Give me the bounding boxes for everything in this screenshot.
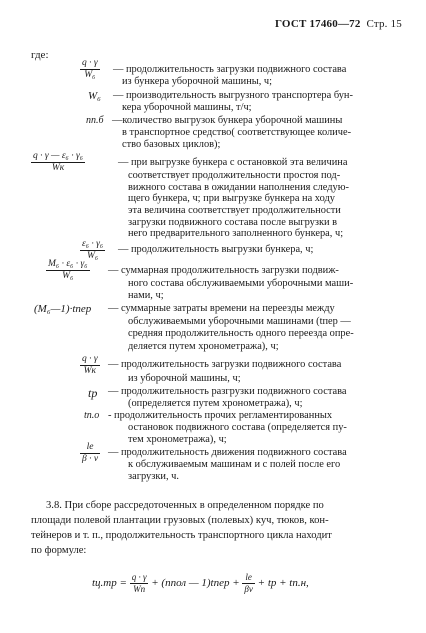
- symbol: W₆: [88, 90, 101, 103]
- symbol: nп.б: [86, 115, 104, 127]
- entry-line: (определяется путем хронометража), ч;: [128, 398, 303, 410]
- formula-lhs: tц.тр =: [92, 577, 127, 590]
- symbol-fraction: $\frac{\text{ε₆ · γ₆}}{\text{W₆}}$: [82, 238, 104, 261]
- entry-line: нами, ч;: [128, 290, 164, 302]
- entry-line: соответствует продолжительности простоя под-: [128, 169, 341, 181]
- fraction-numerator: lе: [242, 572, 254, 584]
- entry-line: ство базовых циклов);: [122, 138, 221, 150]
- entry-line: — при выгрузке бункера с остановкой эта величина: [118, 156, 348, 168]
- entry-line: — продолжительность выгрузки бункера, ч;: [118, 244, 314, 255]
- entry-line: него предварительного заполненного бункера, ч;: [128, 228, 344, 240]
- entry-line: остановок подвижного состава (определяется пу-: [128, 421, 347, 433]
- entry-line: — продолжительность загрузки подвижного состава: [108, 359, 342, 371]
- formula-middle: + (nпол — 1)tпер +: [151, 577, 240, 590]
- symbol-fraction: q · γ Wк: [82, 353, 98, 376]
- entry-line: загрузки подвижного состава после выгрузки в: [128, 216, 338, 228]
- entry-line: к обслуживаемым машинам и с полей после его: [128, 459, 341, 471]
- symbol: tп.о: [84, 410, 100, 422]
- paragraph-line: 3.8. При сборе рассредоточенных в определенном порядке по: [46, 500, 324, 511]
- formula-tail: + tр + tп.н,: [257, 577, 309, 590]
- entry-line: из бункера уборочной машины, ч;: [122, 76, 273, 88]
- entry-line: — продолжительность загрузки подвижного состава: [113, 63, 347, 75]
- symbol-fraction: q · γ — ε₆ · γ₆ Wк: [33, 151, 84, 174]
- entry-line: - продолжительность прочих регламентированных: [108, 410, 333, 422]
- entry-line: средняя продолжительность одного переезда опре-: [128, 328, 354, 340]
- gost-code: ГОСТ 17460—72: [275, 18, 361, 30]
- entry-line: кера уборочной машины, т/ч;: [122, 102, 252, 114]
- entry-line: из уборочной машины, ч;: [128, 372, 241, 384]
- fraction-denominator: Wп: [133, 584, 146, 594]
- symbol: (M₆—1)·tпер: [34, 303, 92, 316]
- entry-line: деляется путем хронометража), ч;: [128, 340, 279, 352]
- entry-line: щего бункера, ч; при выгрузке бункера на ходу: [128, 193, 335, 205]
- entry-line: — суммарная продолжительность загрузки подвиж-: [108, 265, 339, 277]
- entry-line: — продолжительность разгрузки подвижного состава: [108, 385, 347, 397]
- entry-line: —количество выгрузок бункера уборочной машины: [112, 115, 343, 127]
- entry-line: ного состава обслуживаемыми уборочными маши-: [128, 278, 354, 290]
- paragraph-line: по формуле:: [31, 545, 87, 556]
- entry-line: обслуживаемыми уборочными машинами (tпер —: [128, 315, 351, 327]
- entry-line: — суммарные затраты времени на переезды между: [108, 303, 335, 315]
- symbol-fraction: lе β · v: [82, 442, 99, 465]
- entry-line: тем хронометража), ч;: [128, 433, 227, 445]
- entry-line: в транспортное средство( соответствующее количе-: [122, 127, 352, 138]
- paragraph-line: тейнеров и т. п., продолжительность транспортного цикла находит: [31, 530, 332, 541]
- fraction-denominator: βv: [244, 584, 253, 594]
- entry-line: вижного состава в ожидании наполнения следую-: [128, 181, 349, 193]
- symbol-fraction: $\frac{\text{M₆ · ε₆ · γ₆}}{\text{W₆}}$: [48, 258, 88, 281]
- symbol: tр: [88, 385, 98, 400]
- symbol-fraction: $\frac{q \cdot \gamma}{\text{W₆}}$: [82, 57, 98, 80]
- paragraph-line: площади полевой плантации грузовых (полевых) куч, тюков, кон-: [31, 515, 329, 526]
- fraction-numerator: q · γ: [131, 572, 147, 582]
- entry-line: загрузки, ч.: [128, 470, 179, 482]
- page-number: Стр. 15: [366, 18, 402, 30]
- intro-word: где:: [31, 49, 49, 61]
- entry-line: — производительность выгрузного транспортера бун-: [113, 90, 353, 102]
- entry-line: эта величина соответствует продолжительности: [128, 205, 341, 216]
- page-header: [275, 18, 402, 30]
- entry-line: — продолжительность движения подвижного состава: [108, 446, 347, 458]
